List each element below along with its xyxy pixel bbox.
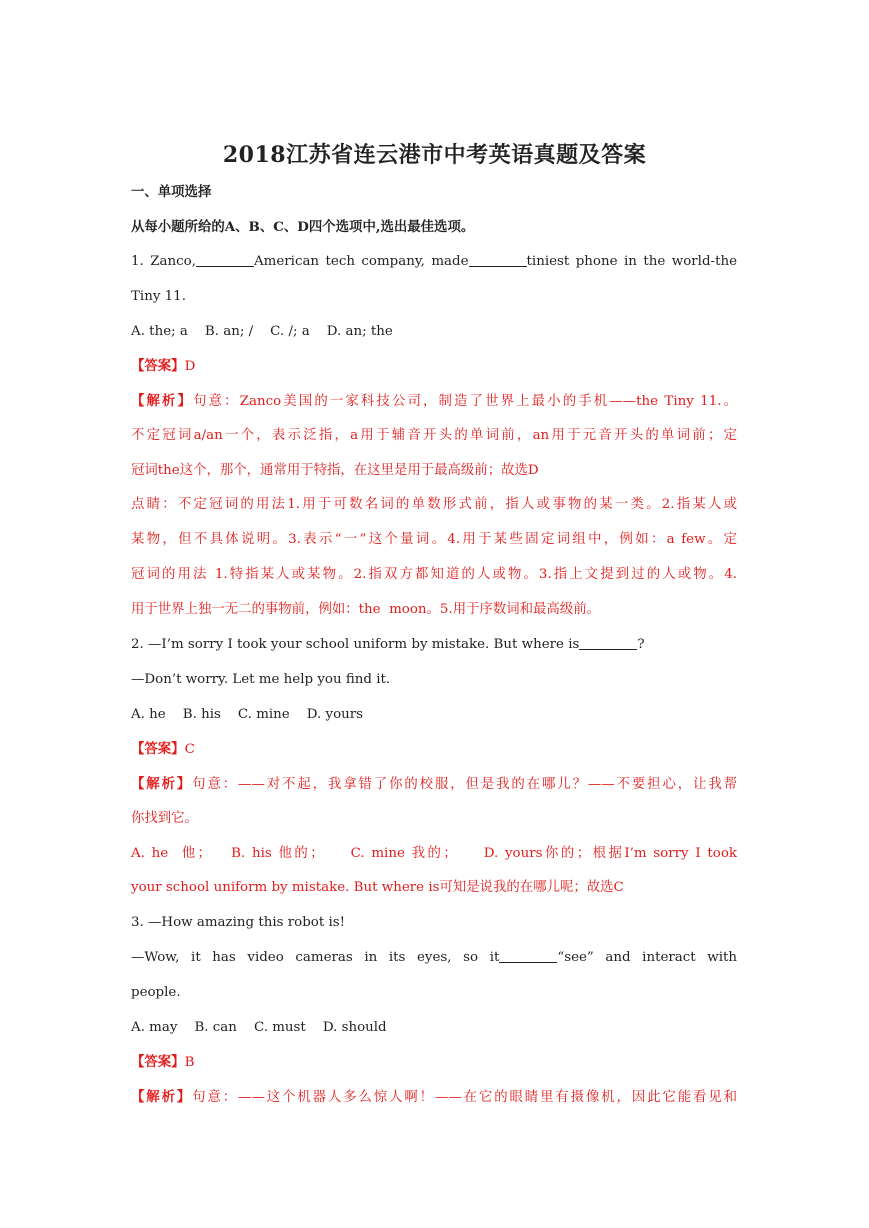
q1-blank-1 [196,252,254,267]
q2-answer [131,739,737,760]
q1-options: A. the; a B. an; / C. /; a D. an; the [131,324,393,339]
q1-note-line-4: 用于世界上独一无二的事物前，例如：the moon。5.用于序数词和最高级前。 [131,602,600,617]
q1-stem-part1: 1. Zanco, [131,254,196,269]
q2-analysis-label: 【解析】 [131,776,193,792]
q3-analysis-text-1: 句意：——这个机器人多么惊人啊！——在它的眼睛里有摄像机，因此它能看见和 [192,1090,737,1105]
q3-answer-label: 【答案】 [131,1054,185,1070]
q1-analysis-line-3: 冠词the这个，那个，通常用于特指，在这里是用于最高级前；故选D [131,463,539,478]
q3-stem-line3: people. [131,985,181,1000]
q1-analysis-line-1 [131,391,737,412]
q3-stem-line1: 3. —How amazing this robot is! [131,915,346,930]
instruction-text: 从每小题所给的A、B、C、D四个选项中,选出最佳选项。 [131,219,475,235]
q3-stem-line2 [131,948,737,968]
q3-stem-part2: “see” and interact with [557,950,737,965]
q3-answer [131,1052,737,1073]
q1-analysis-line-2: 不定冠词a/an一个，表示泛指，a用于辅音开头的单词前，an用于元音开头的单词前；定 [131,428,737,443]
q1-answer [131,356,737,377]
section-heading: 一、单项选择 [131,184,212,200]
q1-blank-2 [469,252,527,267]
q1-note-line-3: 冠词的用法 1.特指某人或某物。2.指双方都知道的人或物。3.指上文提到过的人或物。4. [131,567,737,582]
q2-analysis-line-4: your school uniform by mistake. But where is可知是说我的在哪儿呢；故选C [131,880,624,895]
q2-blank [579,635,637,650]
q3-blank [499,948,557,963]
q2-analysis-line-3: A. he 他； B. his 他的； C. mine 我的； D. yours你的；根据I’m sorry I took [131,846,737,861]
q1-stem-part3: tiniest phone in the world-the [526,254,737,269]
q2-analysis-line-2: 你找到它。 [131,811,198,826]
q3-answer-value: B [184,1055,195,1070]
q2-analysis-line-1 [131,774,737,795]
q2-answer-label: 【答案】 [131,741,185,757]
q2-stem-part2: ? [637,637,645,652]
q2-stem [131,635,737,655]
q1-analysis-label: 【解析】 [131,393,194,409]
q3-options: A. may B. can C. must D. should [131,1020,387,1035]
q3-analysis-line-1 [131,1087,737,1108]
q2-stem-line2: —Don’t worry. Let me help you find it. [131,672,391,687]
q1-stem [131,252,737,272]
q1-stem-line2: Tiny 11. [131,289,186,304]
q1-answer-label: 【答案】 [131,358,185,374]
q2-analysis-text-1: 句意：——对不起，我拿错了你的校服，但是我的在哪儿？——不要担心，让我帮 [192,777,737,792]
q1-answer-value: D [184,359,196,374]
document-title: 2018江苏省连云港市中考英语真题及答案 [222,142,647,168]
q1-note-line-2: 某物，但不具体说明。3.表示“一”这个量词。4.用于某些固定词组中，例如：a few。定 [131,532,737,547]
q3-stem-part1: —Wow, it has video cameras in its eyes, so it [131,950,500,965]
q1-analysis-text-1: 句意：Zanco美国的一家科技公司，制造了世界上最小的手机——the Tiny 11.。 [193,394,738,409]
q2-stem-part1: 2. —I’m sorry I took your school uniform by mistake. But where is [131,637,580,652]
q3-analysis-label: 【解析】 [131,1089,193,1105]
q2-answer-value: C [184,742,195,757]
q1-stem-part2: American tech company, made [253,254,469,269]
q2-options: A. he B. his C. mine D. yours [131,707,364,722]
q1-note-line-1: 点睛：不定冠词的用法1.用于可数名词的单数形式前，指人或事物的某一类。2.指某人或 [131,497,737,512]
